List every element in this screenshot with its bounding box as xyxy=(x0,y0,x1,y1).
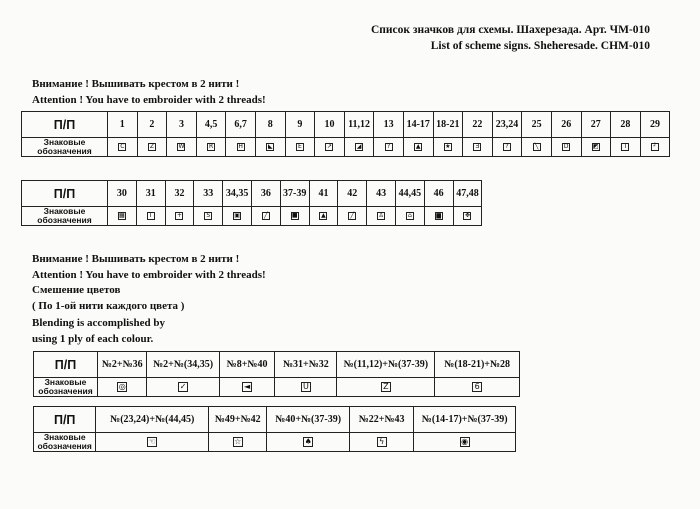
number-cell: 22 xyxy=(463,112,493,138)
number-cell: 26 xyxy=(551,112,581,138)
number-cell: 2 xyxy=(137,112,167,138)
number-row xyxy=(34,407,516,433)
pp-label: П/П xyxy=(22,181,108,207)
sign-glyph: ☜ xyxy=(148,437,156,447)
number-cell: 23,24 xyxy=(492,112,522,138)
sign-cell xyxy=(337,378,435,397)
sign-cell xyxy=(403,138,433,157)
number-cell: 30 xyxy=(108,181,137,207)
sign-glyph: ┘ xyxy=(653,143,657,151)
document-header xyxy=(371,22,650,54)
sign-glyph: ◩ xyxy=(592,143,599,151)
sign-cell xyxy=(581,138,611,157)
sign-glyph: ♠ xyxy=(304,437,312,447)
signs-label-line2: обозначения xyxy=(37,441,92,451)
sign-cell xyxy=(414,433,516,452)
signs-label xyxy=(34,433,96,452)
sign-glyph: ? xyxy=(505,143,509,151)
signs-label-line1: Знаковые xyxy=(43,206,86,216)
number-cell: 33 xyxy=(194,181,223,207)
sign-glyph: 6 xyxy=(474,382,480,392)
sign-cell xyxy=(167,138,197,157)
number-cell: №(18-21)+№28 xyxy=(435,352,520,378)
sign-glyph: ◉ xyxy=(461,437,469,447)
number-cell: №(11,12)+№(37-39) xyxy=(337,352,435,378)
filled-block-icon xyxy=(435,212,443,220)
number-cell: 6,7 xyxy=(226,112,256,138)
number-cell: 46 xyxy=(424,181,453,207)
spade-icon xyxy=(303,437,313,447)
house-icon xyxy=(406,212,414,220)
sign-glyph: + xyxy=(176,212,182,220)
sign-cell xyxy=(209,433,267,452)
d-letter-icon xyxy=(562,143,570,151)
note2-ru: Внимание ! Вышивать крестом в 2 нити ! xyxy=(32,253,240,265)
plus-icon xyxy=(175,212,183,220)
number-cell: №40+№(37-39) xyxy=(267,407,350,433)
sign-cell xyxy=(96,433,209,452)
sign-glyph: ■ xyxy=(291,212,298,220)
sign-cell xyxy=(108,207,137,226)
check-mark-icon xyxy=(178,382,188,392)
note-embroider-top xyxy=(32,76,266,108)
blend-table-2 xyxy=(33,406,516,452)
header-title-ru: Список значков для схемы. Шахерезада. Арт. ЧМ-010 xyxy=(371,24,650,36)
sign-cell xyxy=(315,138,345,157)
sign-glyph: ╱ xyxy=(264,212,268,220)
number-cell: 28 xyxy=(611,112,641,138)
triangle-up-icon xyxy=(319,212,327,220)
blend-ru-title: Смешение цветов xyxy=(32,284,121,296)
sign-cell xyxy=(611,138,641,157)
number-cell: 36 xyxy=(251,181,280,207)
pp-label: П/П xyxy=(22,112,108,138)
signs-label-line1: Знаковые xyxy=(43,137,86,147)
number-row xyxy=(34,352,520,378)
sign-glyph: ? xyxy=(387,143,391,151)
figure-icon xyxy=(377,212,385,220)
i-letter-icon xyxy=(621,143,629,151)
signs-label-line1: Знаковые xyxy=(43,432,86,442)
number-cell: 3 xyxy=(167,112,197,138)
sign-cell xyxy=(255,138,285,157)
number-cell: 27 xyxy=(581,112,611,138)
sign-glyph: ▲ xyxy=(321,212,326,220)
sign-cell xyxy=(309,207,338,226)
sign-cell xyxy=(374,138,404,157)
sign-cell xyxy=(349,433,413,452)
u-letter-icon xyxy=(301,382,311,392)
corner-mark-icon xyxy=(651,143,659,151)
number-cell: 43 xyxy=(367,181,396,207)
sign-cell xyxy=(367,207,396,226)
sign-glyph: ◢ xyxy=(356,143,362,151)
signs-label-line2: обозначения xyxy=(37,215,92,225)
header-title-en: List of scheme signs. Sheheresade. CHM-010 xyxy=(430,40,650,52)
r-letter-icon xyxy=(207,143,215,151)
note-en: Attention ! You have to embroider with 2 threads! xyxy=(32,94,266,106)
sign-glyph: Z xyxy=(383,382,389,392)
sign-glyph: ◎ xyxy=(118,382,126,392)
signs-label-line2: обозначения xyxy=(38,386,93,396)
s-letter-icon xyxy=(204,212,212,220)
filled-diagonal-icon xyxy=(355,143,363,151)
sign-cell xyxy=(267,433,350,452)
blend-en-2: using 1 ply of each colour. xyxy=(32,332,154,345)
sign-cell xyxy=(433,138,463,157)
signs-label xyxy=(22,138,108,157)
sign-glyph: ╱ xyxy=(350,212,355,220)
number-cell: 44,45 xyxy=(395,181,424,207)
number-cell: 42 xyxy=(338,181,367,207)
sign-glyph: T xyxy=(148,212,153,220)
sign-glyph: W xyxy=(178,143,185,151)
number-cell: №31+№32 xyxy=(275,352,337,378)
sign-cell xyxy=(463,138,493,157)
sign-glyph: ◄ xyxy=(243,382,251,392)
small-triangle-icon xyxy=(266,143,274,151)
number-cell: №49+№42 xyxy=(209,407,267,433)
blend-table-1 xyxy=(33,351,520,397)
sign-glyph: ╲ xyxy=(534,143,539,151)
sign-glyph: S xyxy=(206,212,211,220)
signs-label-line1: Знаковые xyxy=(44,377,87,387)
filled-triangle-icon xyxy=(414,143,422,151)
sign-glyph: U xyxy=(302,382,309,392)
note-ru: Внимание ! Вышивать крестом в 2 нити ! xyxy=(32,78,240,90)
number-cell: №22+№43 xyxy=(349,407,413,433)
sign-glyph: ϟ xyxy=(378,437,385,447)
sign-glyph: E xyxy=(297,143,302,151)
z-letter-icon xyxy=(148,143,156,151)
diamond-cross-icon xyxy=(463,212,471,220)
sign-cell xyxy=(226,138,256,157)
signs-label xyxy=(22,207,108,226)
diagonal-arrow-icon xyxy=(325,143,333,151)
number-cell: 9 xyxy=(285,112,315,138)
sign-glyph: ☆ xyxy=(234,437,242,447)
number-cell: 31 xyxy=(136,181,165,207)
sign-cell xyxy=(522,138,552,157)
sign-glyph: I xyxy=(624,143,627,151)
sign-cell xyxy=(492,138,522,157)
sign-cell xyxy=(136,207,165,226)
t-letter-icon xyxy=(147,212,155,220)
sign-glyph: Ǝ xyxy=(475,143,480,151)
sign-cell xyxy=(97,378,147,397)
number-row xyxy=(22,112,670,138)
signs-table-2 xyxy=(21,180,482,226)
star-icon xyxy=(444,143,452,151)
number-row xyxy=(22,181,482,207)
sign-cell xyxy=(453,207,482,226)
sign-cell xyxy=(223,207,252,226)
ringed-square-icon xyxy=(117,382,127,392)
sign-cell xyxy=(551,138,581,157)
signs-label xyxy=(34,378,98,397)
sign-cell xyxy=(338,207,367,226)
sign-glyph: ✓ xyxy=(179,382,187,392)
sign-cell xyxy=(280,207,309,226)
sign-glyph: ★ xyxy=(445,143,451,151)
sign-glyph: D xyxy=(563,143,569,151)
sign-cell xyxy=(147,378,219,397)
sign-cell xyxy=(196,138,226,157)
sign-glyph: ▆ xyxy=(436,212,441,220)
h-letter-icon xyxy=(237,143,245,151)
corner-fill-icon xyxy=(592,143,600,151)
sign-row xyxy=(34,433,516,452)
number-cell: 4,5 xyxy=(196,112,226,138)
sign-cell xyxy=(108,138,138,157)
signs-table-1 xyxy=(21,111,670,157)
sign-cell xyxy=(275,378,337,397)
sign-row xyxy=(22,207,482,226)
backslash-icon xyxy=(533,143,541,151)
number-cell: №8+№40 xyxy=(219,352,275,378)
number-cell: 18-21 xyxy=(433,112,463,138)
sign-cell xyxy=(251,207,280,226)
sign-glyph: Z xyxy=(149,143,154,151)
sign-row xyxy=(22,138,670,157)
number-cell: 34,35 xyxy=(223,181,252,207)
reversed-e-icon xyxy=(473,143,481,151)
sign-cell xyxy=(194,207,223,226)
z-slash-icon xyxy=(381,382,391,392)
sign-cell xyxy=(640,138,670,157)
number-cell: 29 xyxy=(640,112,670,138)
filled-pattern-icon xyxy=(233,212,241,220)
sign-glyph: R xyxy=(208,143,214,151)
e-letter-icon xyxy=(296,143,304,151)
sign-glyph: ◣ xyxy=(267,143,273,151)
blend-en-1: Blending is accomplished by xyxy=(32,317,165,329)
number-cell: 1 xyxy=(108,112,138,138)
grid-box-icon xyxy=(118,212,126,220)
outline-star-icon xyxy=(233,437,243,447)
sign-cell xyxy=(137,138,167,157)
number-cell: №(14-17)+№(37-39) xyxy=(414,407,516,433)
sign-glyph: ▲ xyxy=(415,143,421,151)
w-letter-icon xyxy=(177,143,185,151)
number-cell: 32 xyxy=(165,181,194,207)
pp-label: П/П xyxy=(34,407,96,433)
sign-cell xyxy=(219,378,275,397)
pp-label: П/П xyxy=(34,352,98,378)
sign-cell xyxy=(165,207,194,226)
number-cell: №(23,24)+№(44,45) xyxy=(96,407,209,433)
sign-row xyxy=(34,378,520,397)
number-cell: 25 xyxy=(522,112,552,138)
number-cell: №2+№(34,35) xyxy=(147,352,219,378)
sign-glyph: ↗ xyxy=(326,143,332,151)
note2-en: Attention ! You have to embroider with 2 threads! xyxy=(32,268,266,281)
blend-ru-sub: ( По 1-ой нити каждого цвета ) xyxy=(32,299,185,312)
question-mark-icon xyxy=(385,143,393,151)
number-cell: 10 xyxy=(315,112,345,138)
filled-square-icon xyxy=(291,212,299,220)
sign-cell xyxy=(424,207,453,226)
sign-glyph: ▣ xyxy=(234,212,240,220)
signs-label-line2: обозначения xyxy=(37,146,92,156)
sign-glyph: ⌂ xyxy=(407,212,412,220)
note-blending xyxy=(32,252,266,347)
number-cell: 47,48 xyxy=(453,181,482,207)
number-cell: 13 xyxy=(374,112,404,138)
number-cell: №2+№36 xyxy=(97,352,147,378)
sign-glyph: C xyxy=(120,143,125,151)
six-digit-icon xyxy=(472,382,482,392)
number-cell: 11,12 xyxy=(344,112,374,138)
sign-glyph: ✥ xyxy=(464,212,470,220)
c-letter-icon xyxy=(118,143,126,151)
sign-cell xyxy=(395,207,424,226)
sign-glyph: ▦ xyxy=(119,212,125,220)
arrow-left-icon xyxy=(242,382,252,392)
circle-dot-icon xyxy=(460,437,470,447)
hand-icon xyxy=(147,437,157,447)
sign-glyph: ♙ xyxy=(378,212,384,220)
number-cell: 41 xyxy=(309,181,338,207)
number-cell: 8 xyxy=(255,112,285,138)
number-cell: 14-17 xyxy=(403,112,433,138)
slash-icon xyxy=(262,212,270,220)
question-mark-outline-icon xyxy=(503,143,511,151)
slash-outline-icon xyxy=(348,212,356,220)
sign-glyph: H xyxy=(238,143,243,151)
number-cell: 37-39 xyxy=(280,181,309,207)
lightning-icon xyxy=(377,437,387,447)
sign-cell xyxy=(285,138,315,157)
sign-cell xyxy=(435,378,520,397)
sign-cell xyxy=(344,138,374,157)
